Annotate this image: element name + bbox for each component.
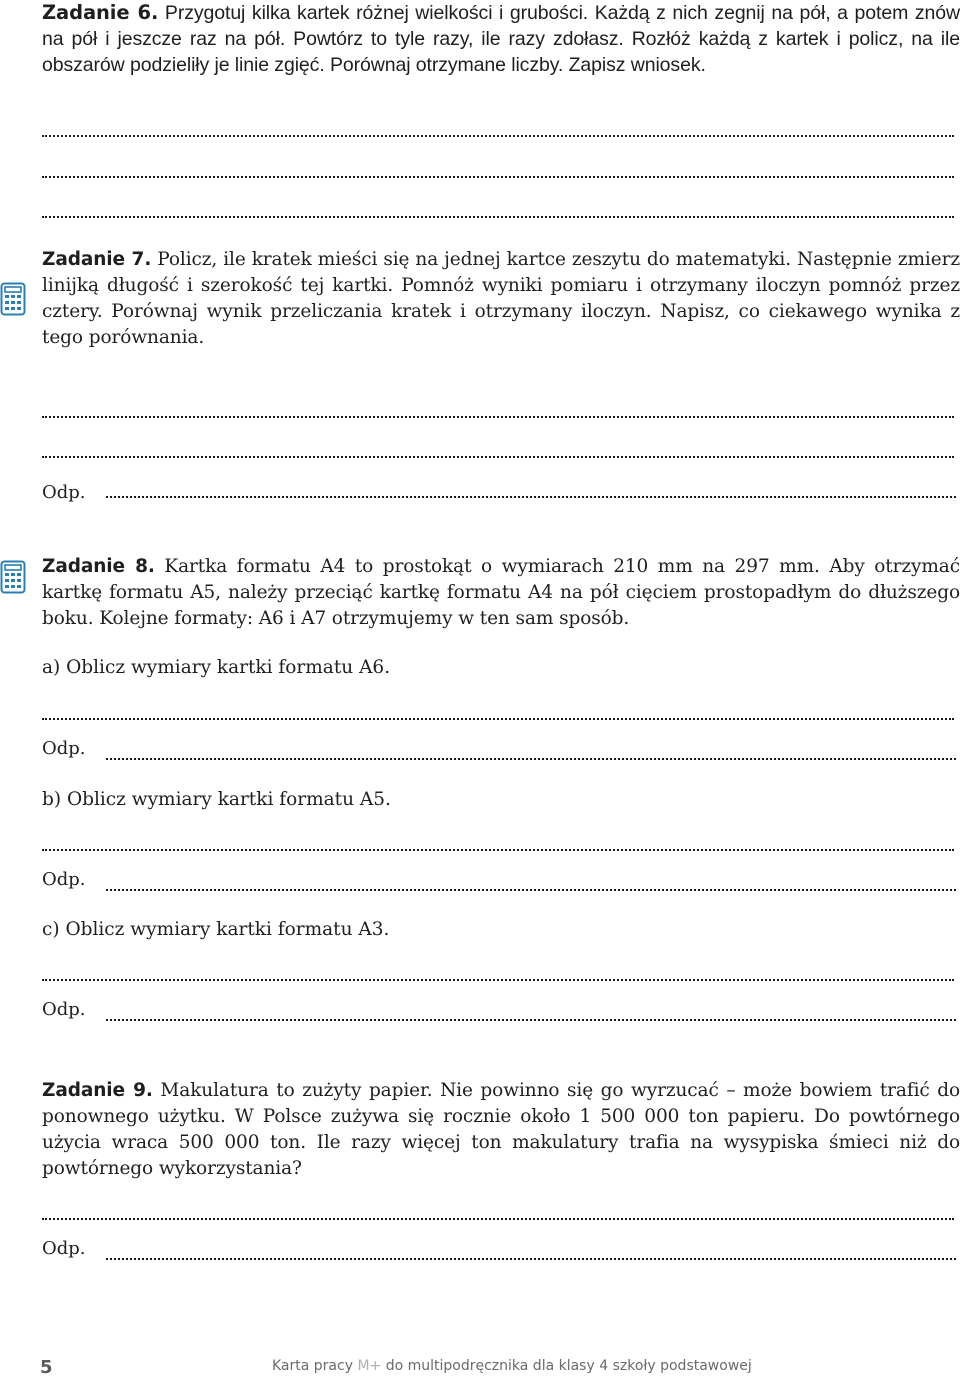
footer-text-after: do multipodręcznika dla klasy 4 szkoły podstawowej	[381, 1358, 752, 1374]
task-8-text: Kartka formatu A4 to prostokąt o wymiarach 210 mm na 297 mm. Aby otrzymać kartkę formatu A5, należy przeciąć kartkę formatu A4 na pół cięciem prostopadłym do dłuższego boku. Kolejne formaty: A6 i A7 otrzymujemy w ten sam sposób.	[42, 556, 960, 629]
task-6-title: Zadanie 6.	[42, 1, 159, 24]
answer-line[interactable]	[42, 1218, 954, 1220]
answer-line[interactable]	[42, 979, 954, 981]
task-7-text: Policz, ile kratek mieści się na jednej kartce zeszytu do matematyki. Następnie zmierz linijką długość i szerokość tej kartki. Pomnóż wyniki pomiaru i otrzymany iloczyn pomnóż przez cztery. Porównaj wynik przeliczania kratek i otrzymany iloczyn. Napisz, co ciekawego wynika z tego porównania.	[42, 249, 960, 348]
task-8b-label: b) Oblicz wymiary kartki formatu A5.	[42, 789, 391, 810]
task-8	[42, 554, 960, 632]
footer-text-before: Karta pracy	[272, 1358, 358, 1374]
answer-label: Odp.	[42, 738, 86, 759]
answer-label: Odp.	[42, 482, 86, 503]
answer-label: Odp.	[42, 1238, 86, 1259]
answer-line[interactable]	[106, 1258, 956, 1260]
task-7	[42, 247, 960, 351]
answer-line[interactable]	[42, 849, 954, 851]
task-7-title: Zadanie 7.	[42, 249, 152, 270]
task-9-title: Zadanie 9.	[42, 1080, 153, 1101]
task-9-text: Makulatura to zużyty papier. Nie powinno się go wyrzucać – może bowiem trafić do ponownego użytku. W Polsce zużywa się rocznie około 1 500 000 ton papieru. Do powtórnego użycia wraca 500 000 ton. Ile razy więcej ton makulatury trafia na wysypiska śmieci niż do powtórnego wykorzystania?	[42, 1080, 960, 1179]
calculator-icon	[0, 282, 26, 316]
answer-line[interactable]	[42, 718, 954, 720]
task-6-text: Przygotuj kilka kartek różnej wielkości i grubości. Każdą z nich zegnij na pół, a potem znów na pół i jeszcze raz na pół. Powtórz to tyle razy, ile razy zdołasz. Rozłóż każdą z kartek i policz, na ile obszarów podzieliły je linie zgięć. Porównaj otrzymane liczby. Zapisz wniosek.	[42, 2, 960, 76]
answer-line[interactable]	[42, 216, 954, 218]
answer-line[interactable]	[42, 416, 954, 418]
page-number: 5	[40, 1357, 53, 1378]
task-8-title: Zadanie 8.	[42, 556, 155, 577]
answer-line[interactable]	[106, 496, 956, 498]
task-8c-label: c) Oblicz wymiary kartki formatu A3.	[42, 919, 390, 940]
answer-line[interactable]	[42, 176, 954, 178]
calculator-icon	[0, 560, 26, 594]
answer-line[interactable]	[106, 758, 956, 760]
task-8a-label: a) Oblicz wymiary kartki formatu A6.	[42, 657, 391, 678]
answer-label: Odp.	[42, 869, 86, 890]
task-6	[42, 0, 960, 78]
answer-line[interactable]	[106, 1019, 956, 1021]
answer-line[interactable]	[42, 456, 954, 458]
footer-caption	[272, 1358, 752, 1374]
answer-line[interactable]	[106, 889, 956, 891]
task-9	[42, 1078, 960, 1182]
brand-logo: M+	[357, 1358, 382, 1374]
answer-label: Odp.	[42, 999, 86, 1020]
answer-line[interactable]	[42, 135, 954, 137]
